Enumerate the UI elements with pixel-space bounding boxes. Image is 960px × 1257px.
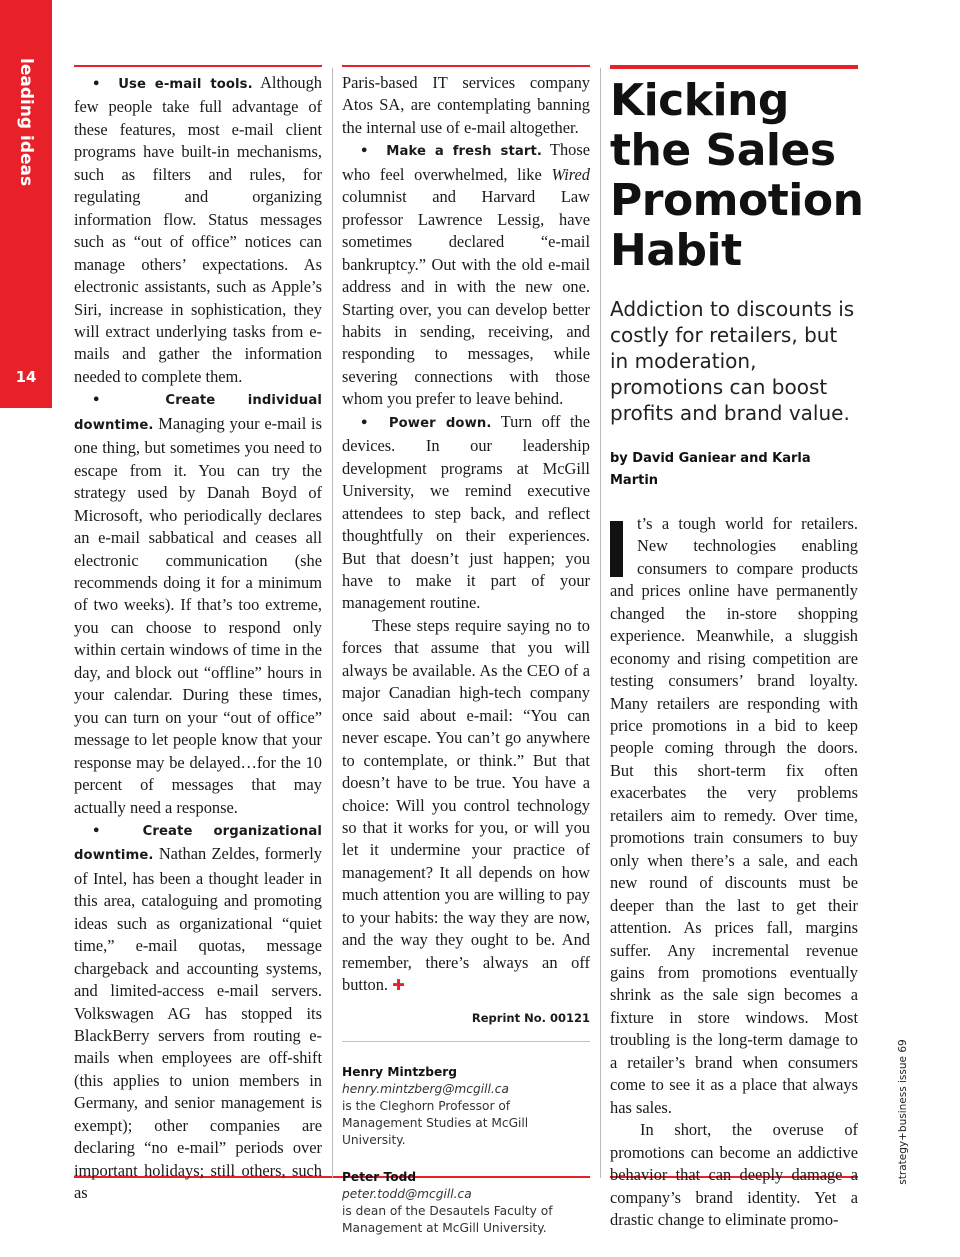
- column-divider-1: [332, 68, 333, 1178]
- section-label: leading ideas: [16, 58, 36, 187]
- bullet-heading: Make a fresh start.: [386, 144, 542, 160]
- end-mark-icon: ✚: [392, 976, 405, 995]
- bullet-body: Managing your e-mail is one thing, but sometimes you need to escape from it. You can try the strategy used by Danah Boyd of Microsoft, who periodically declares an e-mail sabbatical and ceases all electronic communication (she recommends doing it for a minimum of two weeks). If that’s too extreme, you can choose to respond only within certain windows of time in the day, and block out “offline” hours in your calendar. During these times, you can turn on your “out of office” message to let people know that your response may be delayed…for the 10 percent of messages that may actually need a response.: [74, 413, 322, 817]
- publication-name: Wired: [551, 164, 590, 184]
- body-paragraph: In short, the overuse of promotions can become an addictive behavior that can deeply damage a company’s brand identity. Yet a drastic change to eliminate promo-: [610, 1120, 858, 1229]
- top-rule-col2: [342, 65, 590, 67]
- page-number: 14: [15, 368, 37, 386]
- author-name: Peter Todd: [342, 1170, 417, 1185]
- article-column-3: [610, 72, 864, 1231]
- bullet-paragraph: • Power down. Turn off the devices. In our leadership development programs at McGill University, we remind executive attendees to step back, and reflect thoughtfully on their experiences. But that doesn’t just happen; you have to make it part of your management routine.: [342, 411, 590, 613]
- drop-cap-i: [610, 521, 623, 577]
- bullet-body: Turn off the devices. In our leadership development programs at McGill University, we remind executive attendees to step back, and reflect thoughtfully on their experiences. But that doesn’t just happen; you have to make it part of your management routine.: [342, 411, 590, 613]
- bullet-paragraph: • Create organizational downtime. Nathan Zeldes, formerly of Intel, has been a thought leader in this area, cataloguing and promoting ideas such as organizational “quiet time,” e-mail quotas, message chargeback and accounting systems, and limited-access e-mail servers. Volkswagen AG has stopped its BlackBerry servers from routing e-mails when employees are off-shift (this applies to union members in Germany, and senior management is exempt); other companies are declaring “no e-mail” periods over important holidays; still others, such as: [74, 823, 322, 1203]
- bullet-paragraph: • Make a fresh start. Those who feel overwhelmed, like Wired columnist and Harvard Law professor Lawrence Lessig, have sometimes declared “e-mail bankruptcy.” Out with the old e-mail address and in with the new one. Starting over, you can develop better habits in sending, receiving, and responding to messages, while severing connections with those whom you prefer to leave behind.: [342, 140, 590, 409]
- author-email[interactable]: peter.todd@mcgill.ca: [342, 1187, 472, 1202]
- bullet-heading: Use e-mail tools.: [118, 77, 253, 92]
- author-bio: [342, 1169, 590, 1237]
- bullet-heading: Create organizational downtime.: [74, 823, 322, 864]
- article-dek: Addiction to discounts is costly for retailers, but in moderation, promotions can boost profits and brand value.: [610, 297, 855, 425]
- closing-paragraph: These steps require saying no to forces that assume that you will always be available. As the CEO of a major Canadian high-tech company once said about e-mail: “You can never escape. You can’t go anywhere to contemplate, or think.” But that doesn’t have to be true. You have a choice: Will you control technology so that it works for you, or will you let it undermine your practice of management? It all depends on how much attention you are willing to pay to your habits: the way they are now, and the way they ought to be. And remember, there’s always an off button. ✚: [342, 615, 590, 995]
- bio-divider: [342, 1041, 590, 1042]
- author-description: is the Cleghorn Professor of Management Studies at McGill University.: [342, 1099, 529, 1148]
- bullet-heading: Create individual downtime.: [74, 393, 322, 433]
- bullet-body: Nathan Zeldes, formerly of Intel, has been a thought leader in this area, cataloguing and promoting ideas such as organizational “quiet time,” e-mail quotas, message chargeback and accounting systems, and limited-access e-mail servers. Volkswagen AG has stopped its BlackBerry servers from routing e-mails when employees are off-shift (this applies to union members in Germany, and senior management is exempt); other companies are declaring “no e-mail” periods over important holidays; still others, such as: [74, 844, 322, 1203]
- article-byline: by David Ganiear and Karla Martin: [610, 451, 811, 489]
- reprint-number: Reprint No. 00121: [471, 1010, 590, 1025]
- continuation-paragraph: Paris-based IT services company Atos SA, are contemplating banning the internal use of e-mail altogether.: [342, 73, 590, 137]
- top-rule-col3: [610, 65, 858, 69]
- author-name: Henry Mintzberg: [342, 1065, 457, 1080]
- top-rule-col1: [74, 65, 322, 67]
- author-email[interactable]: henry.mintzberg@mcgill.ca: [342, 1082, 509, 1097]
- author-description: is dean of the Desautels Faculty of Management at McGill University.: [342, 1204, 553, 1236]
- author-bio: [342, 1064, 590, 1149]
- article-column-2: [342, 72, 590, 1257]
- column-divider-2: [600, 68, 601, 1178]
- bullet-body: Although few people take full advantage of these features, most e-mail client programs have built-in mechanisms, such as filters and rules, for regulating and organizing information flow. Status messages such as “out of office” notices can manage others’ expectations. As electronic assistants, such as Apple’s Siri, increase in sophistication, they will extract underlying tasks from e-mails and gather the information needed to complete them.: [74, 73, 322, 386]
- bullet-paragraph: • Create individual downtime. Managing your e-mail is one thing, but sometimes you need to escape from it. You can try the strategy used by Danah Boyd of Microsoft, who periodically declares an e-mail sabbatical and ceases all electronic communication (she recommends doing it for a minimum of two weeks). If that’s too extreme, you can choose to respond only within certain windows of time in the day, and block out “offline” hours in your calendar. During these times, you can turn on your “out of office” message to let people know that your response may be delayed…for the 10 percent of messages that may actually need a response.: [74, 393, 322, 817]
- article-headline: Kicking the Sales Promotion Habit: [610, 75, 864, 276]
- issue-footer: strategy+business issue 69: [897, 1039, 909, 1185]
- lead-paragraph: t’s a tough world for retailers. New technologies enabling consumers to compare products and prices online have permanently changed the in-store shopping experience. Meanwhile, a sluggish economy and rising competition are testing consumers’ brand loyalty. Many retailers are responding with price promotions in a bid to keep people coming through the doors. But this short-term fix often exacerbates the very problems retailers aim to remedy. Over time, promotions train consumers to buy only when there’s a sale, and each new round of discounts must be deeper than the last to get their attention. As prices fall, margins suffer. Any incremental revenue gains from promotions eventually shrink as the sale sign becomes a fixture in store windows. Most troubling is the long-term damage to a retailer’s brand when consumers come to see it as a place that always has sales.: [610, 513, 858, 1117]
- section-tab: [0, 0, 52, 408]
- article-column-1: [74, 72, 322, 1205]
- bullet-paragraph: • Use e-mail tools. Although few people take full advantage of these features, most e-mail client programs have built-in mechanisms, such as filters and rules, for regulating and organizing information flow. Status messages such as “out of office” notices can manage others’ expectations. As electronic assistants, such as Apple’s Siri, increase in sophistication, they will extract underlying tasks from e-mails and gather the information needed to complete them.: [74, 73, 322, 386]
- bullet-heading: Power down.: [388, 415, 492, 431]
